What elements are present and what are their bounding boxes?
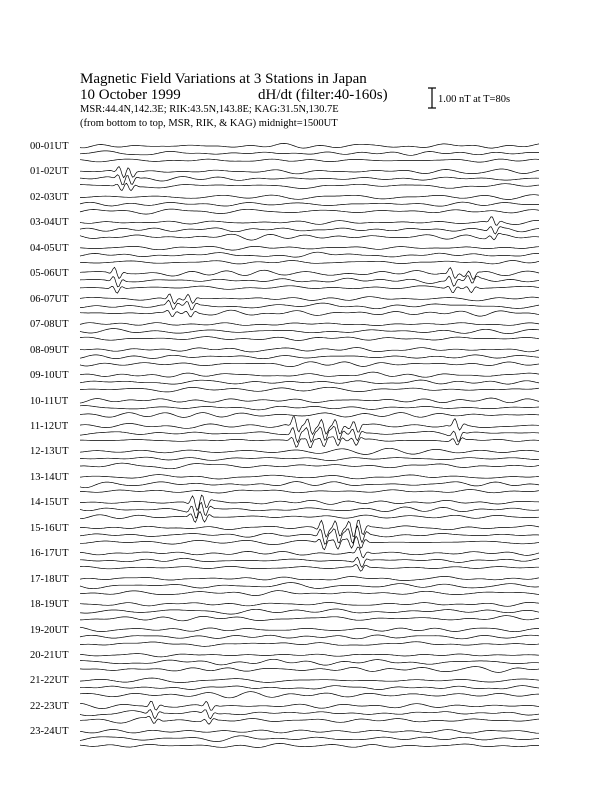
row-label: 07-08UT (30, 319, 69, 331)
order-info: (from bottom to top, MSR, RIK, & KAG) midnight=1500UT (80, 118, 338, 129)
series-line (80, 490, 539, 493)
series-line (80, 642, 539, 647)
series-line (80, 294, 539, 304)
series-line (80, 627, 539, 632)
row-label: 16-17UT (30, 548, 69, 560)
series-line (80, 348, 539, 352)
row-label: 21-22UT (30, 675, 69, 687)
series-line (80, 183, 539, 190)
series-line (80, 686, 539, 690)
trace-group (80, 143, 539, 747)
series-line (80, 276, 539, 287)
series-line (80, 710, 539, 719)
scale-bar-label: 1.00 nT at T=80s (438, 94, 511, 105)
series-line (80, 495, 539, 510)
row-label: 19-20UT (30, 624, 69, 636)
series-line (80, 602, 539, 606)
series-line (80, 362, 539, 367)
series-line (80, 159, 539, 162)
series-line (80, 195, 539, 200)
series-line (80, 217, 539, 226)
series-line (80, 564, 539, 571)
series-line (80, 323, 539, 326)
row-label: 17-18UT (30, 573, 69, 585)
row-label: 01-02UT (30, 166, 69, 178)
series-line (80, 463, 539, 469)
series-line (80, 475, 539, 479)
quantity-label: dH/dt (filter:40-160s) (258, 87, 388, 103)
series-line (80, 310, 539, 317)
row-label: 04-05UT (30, 242, 69, 254)
row-label: 00-01UT (30, 141, 69, 152)
row-label: 12-13UT (30, 446, 69, 458)
series-line (80, 616, 539, 621)
series-line (80, 413, 539, 418)
series-line (80, 730, 539, 734)
series-line (80, 398, 539, 403)
series-line (80, 576, 539, 580)
series-line (80, 667, 539, 673)
series-line (80, 372, 539, 377)
row-label: 23-24UT (30, 726, 69, 738)
row-label: 11-12UT (30, 420, 69, 432)
date-label: 10 October 1999 (80, 87, 181, 103)
series-line (80, 143, 539, 148)
row-label: 05-06UT (30, 268, 69, 280)
series-line (80, 261, 539, 264)
series-line (80, 557, 539, 567)
series-line (80, 583, 539, 589)
series-line (80, 246, 539, 250)
series-line (80, 701, 539, 710)
row-label: 22-23UT (30, 700, 69, 712)
series-line (80, 227, 539, 234)
row-label: 13-14UT (30, 471, 69, 483)
series-line (80, 448, 539, 454)
row-label: 14-15UT (30, 497, 69, 509)
series-line (80, 355, 539, 359)
series-line (80, 329, 539, 334)
series-line (80, 286, 539, 293)
series-line (80, 716, 539, 724)
series-line (80, 151, 539, 156)
series-line (80, 591, 539, 596)
series-line (80, 743, 539, 747)
series-line (80, 654, 539, 657)
series-line (80, 337, 539, 341)
series-line (80, 512, 539, 523)
stations-info: MSR:44.4N,142.3E; RIK:43.5N,143.8E; KAG:31.5N,130.7E (80, 104, 339, 115)
row-label: 15-16UT (30, 522, 69, 534)
row-label: 10-11UT (30, 395, 69, 407)
row-label: 20-21UT (30, 650, 69, 661)
series-line (80, 233, 539, 240)
series-line (80, 300, 539, 310)
series-line (80, 267, 539, 279)
row-label: 03-04UT (30, 217, 69, 229)
series-line (80, 202, 539, 206)
row-label: 18-19UT (30, 599, 69, 611)
series-line (80, 536, 539, 550)
chart-title: Magnetic Field Variations at 3 Stations in Japan (80, 71, 367, 87)
series-line (80, 736, 539, 742)
series-line (80, 503, 539, 518)
row-label: 06-07UT (30, 293, 69, 305)
series-line (80, 175, 539, 185)
row-label: 02-03UT (30, 191, 69, 203)
series-line (80, 692, 539, 698)
series-line (80, 167, 539, 178)
series-line (80, 417, 539, 435)
row-label: 09-10UT (30, 370, 69, 382)
series-line (80, 457, 539, 460)
series-line (80, 387, 539, 392)
series-line (80, 678, 539, 683)
row-label: 08-09UT (30, 344, 69, 356)
series-line (80, 635, 539, 639)
series-line (80, 609, 539, 614)
series-line (80, 380, 539, 384)
series-line (80, 659, 539, 665)
scale-bar (428, 88, 436, 108)
series-line (80, 406, 539, 410)
series-line (80, 252, 539, 257)
series-line (80, 209, 539, 214)
series-line (80, 547, 539, 558)
series-line (80, 482, 539, 488)
